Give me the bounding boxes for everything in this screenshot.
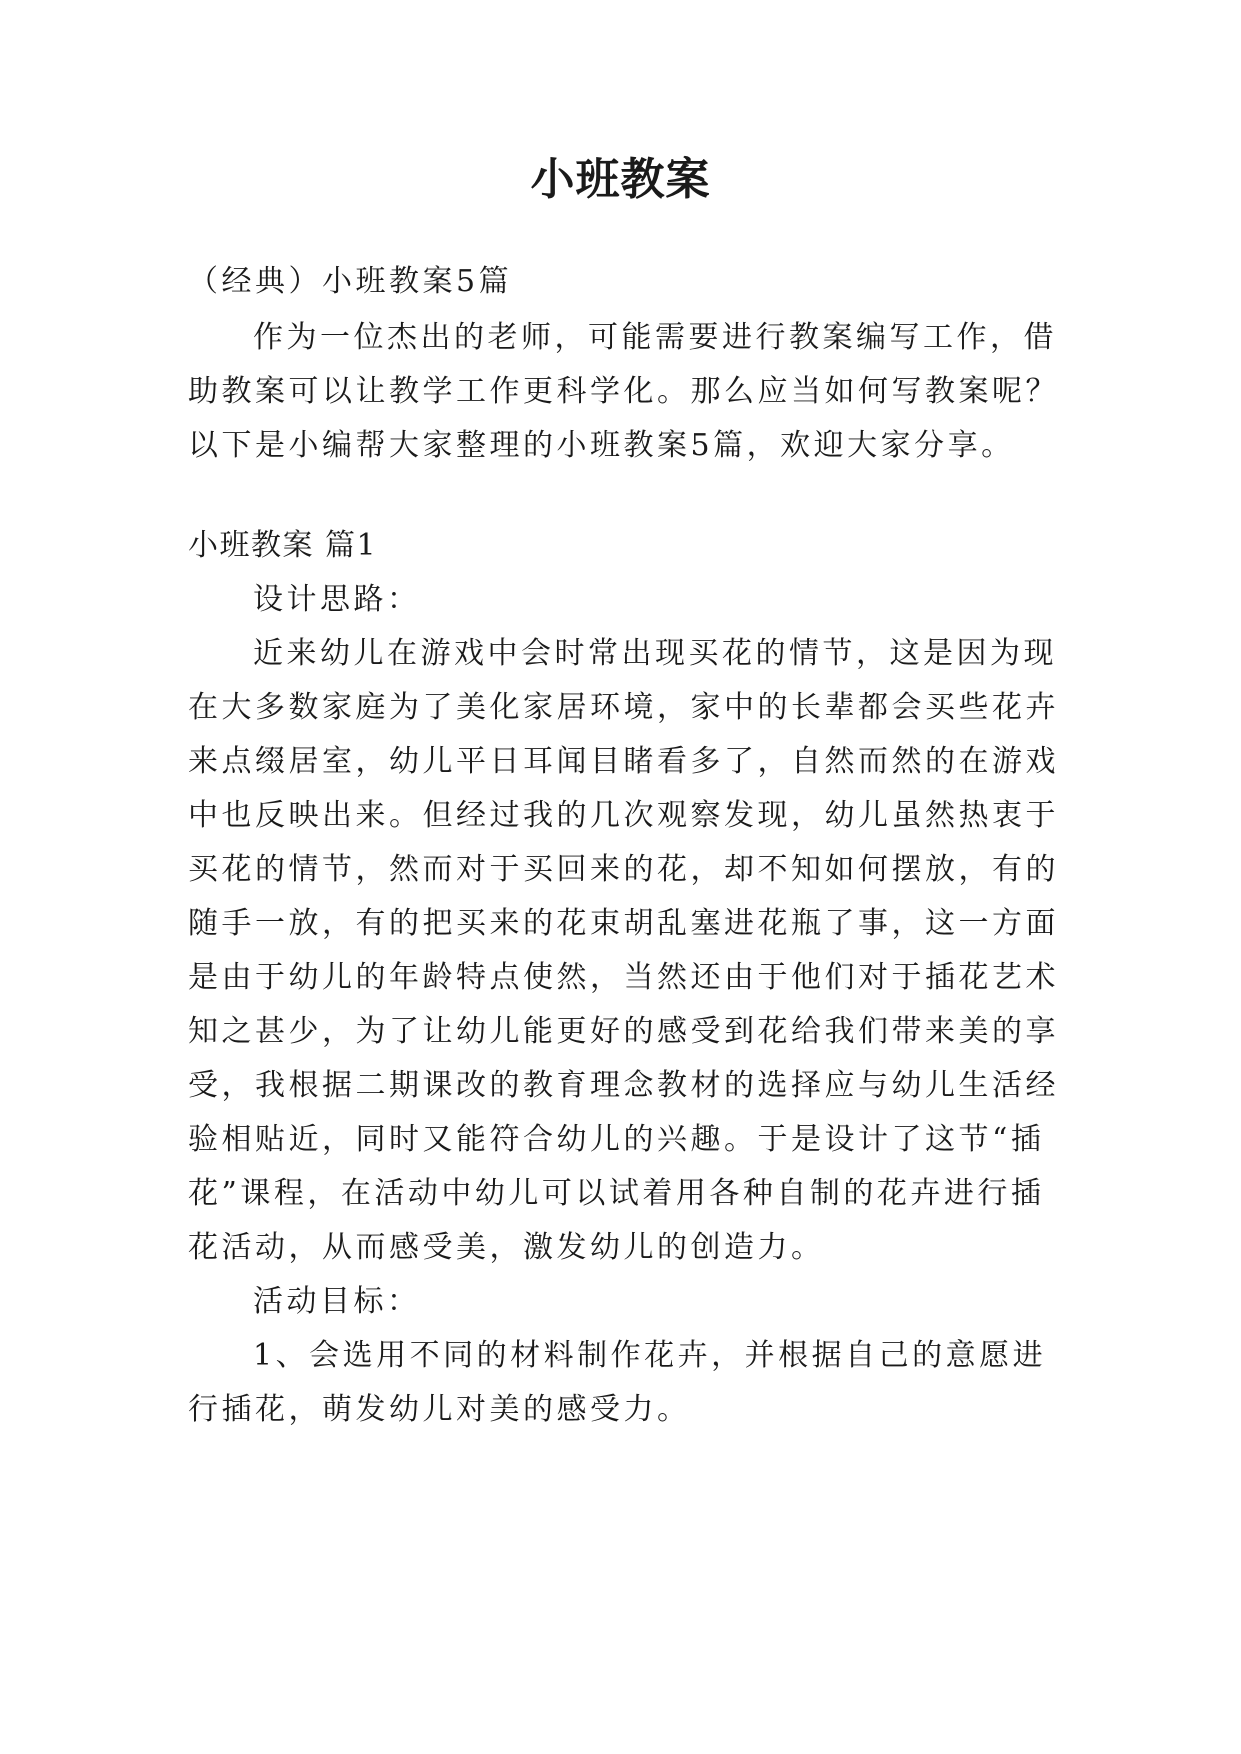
section-heading: 小班教案 篇1 bbox=[188, 528, 378, 563]
design-line: 近来幼儿在游戏中会时常出现买花的情节，这是因为现 bbox=[253, 636, 1057, 671]
intro-line: 助教案可以让教学工作更科学化。那么应当如何写教案呢？ bbox=[188, 374, 1059, 409]
goal-line: 行插花，萌发幼儿对美的感受力。 bbox=[188, 1392, 691, 1427]
design-line: 知之甚少，为了让幼儿能更好的感受到花给我们带来美的享 bbox=[188, 1014, 1059, 1049]
design-line: 验相贴近，同时又能符合幼儿的兴趣。于是设计了这节“插 bbox=[188, 1122, 1045, 1157]
design-line: 买花的情节，然而对于买回来的花，却不知如何摆放，有的 bbox=[188, 852, 1059, 887]
intro-line: 以下是小编帮大家整理的小班教案5篇，欢迎大家分享。 bbox=[188, 428, 1015, 463]
goals-heading: 活动目标： bbox=[253, 1284, 421, 1319]
design-line: 花活动，从而感受美，激发幼儿的创造力。 bbox=[188, 1230, 825, 1265]
design-line: 受，我根据二期课改的教育理念教材的选择应与幼儿生活经 bbox=[188, 1068, 1059, 1103]
design-line: 随手一放，有的把买来的花束胡乱塞进花瓶了事，这一方面 bbox=[188, 906, 1059, 941]
design-line: 花”课程，在活动中幼儿可以试着用各种自制的花卉进行插 bbox=[188, 1176, 1045, 1211]
design-heading: 设计思路： bbox=[253, 582, 421, 617]
document-subtitle: （经典）小班教案5篇 bbox=[188, 264, 513, 299]
goal-line: 1、会选用不同的材料制作花卉，并根据自己的意愿进 bbox=[253, 1338, 1047, 1373]
design-line: 在大多数家庭为了美化家居环境，家中的长辈都会买些花卉 bbox=[188, 690, 1059, 725]
design-line: 是由于幼儿的年龄特点使然，当然还由于他们对于插花艺术 bbox=[188, 960, 1059, 995]
document-title: 小班教案 bbox=[530, 154, 711, 205]
intro-line: 作为一位杰出的老师，可能需要进行教案编写工作，借 bbox=[253, 320, 1057, 355]
design-line: 中也反映出来。但经过我的几次观察发现，幼儿虽然热衷于 bbox=[188, 798, 1059, 833]
design-line: 来点缀居室，幼儿平日耳闻目睹看多了，自然而然的在游戏 bbox=[188, 744, 1059, 779]
